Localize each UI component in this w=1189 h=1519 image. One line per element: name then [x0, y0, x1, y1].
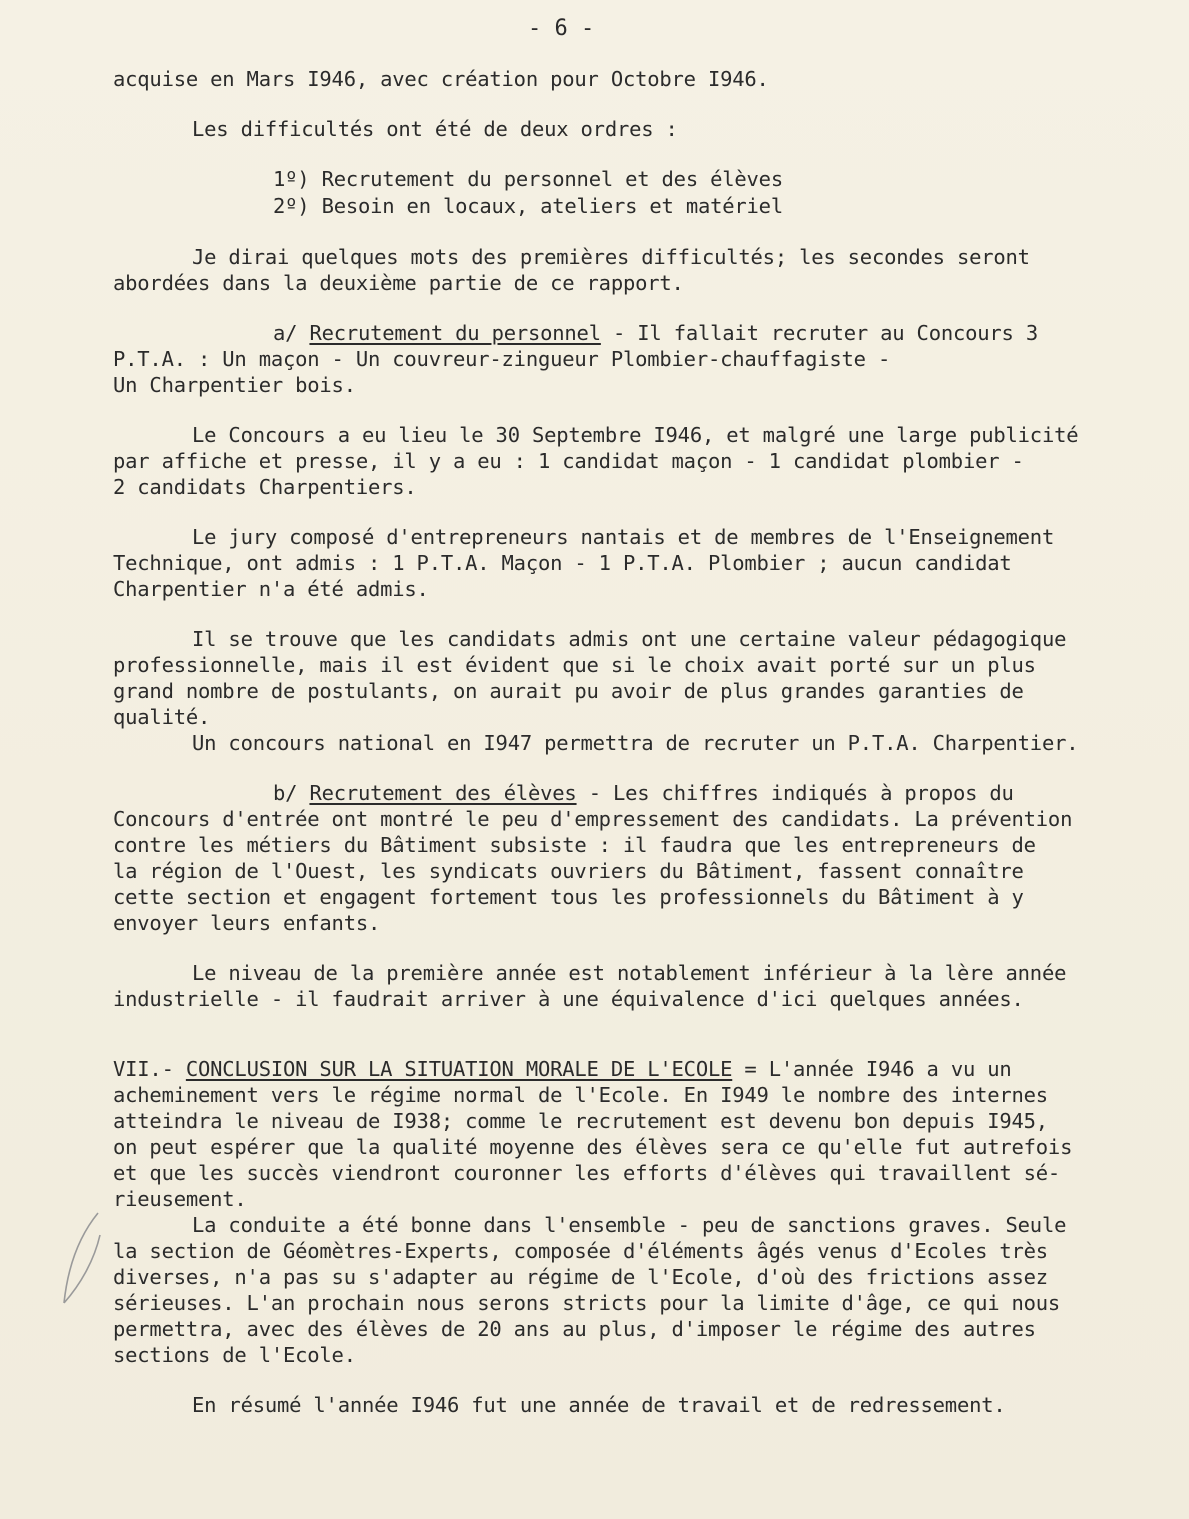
text-line: qualité.	[113, 705, 211, 729]
text-line: abordées dans la deuxième partie de ce rapport.	[113, 271, 684, 295]
heading-prefix: VII.-	[113, 1057, 186, 1081]
text-line: sections de l'Ecole.	[113, 1343, 356, 1367]
text-line: Concours d'entrée ont montré le peu d'empressement des candidats. La prévention	[113, 807, 1073, 831]
list-item: 1º) Recrutement du personnel et des élèves	[273, 167, 783, 191]
text-line: En résumé l'année I946 fut une année de travail et de redressement.	[192, 1393, 1006, 1417]
text-line: rieusement.	[113, 1187, 247, 1211]
text-line: grand nombre de postulants, on aurait pu avoir de plus grandes garanties de	[113, 679, 1024, 703]
text-line: industrielle - il faudrait arriver à une équivalence d'ici quelques années.	[113, 987, 1024, 1011]
text-line: contre les métiers du Bâtiment subsiste : il faudra que les entrepreneurs de	[113, 833, 1036, 857]
text-line: permettra, avec des élèves de 20 ans au plus, d'imposer le régime des autres	[113, 1317, 1036, 1341]
text-line: Les difficultés ont été de deux ordres :	[192, 117, 678, 141]
text-line: Le jury composé d'entrepreneurs nantais et de membres de l'Enseignement	[192, 525, 1055, 549]
section-heading-b	[273, 780, 1014, 806]
list-item: 2º) Besoin en locaux, ateliers et matériel	[273, 194, 783, 218]
text-line: atteindra le niveau de I938; comme le recrutement est devenu bon depuis I945,	[113, 1109, 1048, 1133]
text-line: acheminement vers le régime normal de l'Ecole. En I949 le nombre des internes	[113, 1083, 1048, 1107]
heading-rest: - Les chiffres indiqués à propos du	[576, 781, 1014, 805]
text-line: professionnelle, mais il est évident que si le choix avait porté sur un plus	[113, 653, 1036, 677]
heading-underlined: Recrutement des élèves	[309, 781, 577, 805]
heading-prefix: b/	[273, 781, 310, 805]
heading-underlined: Recrutement du personnel	[309, 321, 601, 345]
text-line: 2 candidats Charpentiers.	[113, 475, 417, 499]
section-heading-vii	[113, 1056, 1012, 1082]
page-number: - 6 -	[528, 16, 595, 41]
text-line: diverses, n'a pas su s'adapter au régime de l'Ecole, d'où des frictions assez	[113, 1265, 1048, 1289]
text-line: sérieuses. L'an prochain nous serons stricts pour la limite d'âge, ce qui nous	[113, 1291, 1061, 1315]
text-line: par affiche et presse, il y a eu : 1 candidat maçon - 1 candidat plombier -	[113, 449, 1024, 473]
text-line: P.T.A. : Un maçon - Un couvreur-zingueur Plombier-chauffagiste -	[113, 347, 891, 371]
text-line: acquise en Mars I946, avec création pour Octobre I946.	[113, 67, 769, 91]
heading-underlined: CONCLUSION SUR LA SITUATION MORALE DE L'ECOLE	[185, 1057, 733, 1081]
text-line: la section de Géomètres-Experts, composée d'éléments âgés venus d'Ecoles très	[113, 1239, 1048, 1263]
text-line: la région de l'Ouest, les syndicats ouvriers du Bâtiment, fassent connaître	[113, 859, 1024, 883]
text-line: envoyer leurs enfants.	[113, 911, 381, 935]
text-line: Un Charpentier bois.	[113, 373, 356, 397]
text-line: Le Concours a eu lieu le 30 Septembre I946, et malgré une large publicité	[192, 423, 1079, 447]
text-line: Charpentier n'a été admis.	[113, 577, 429, 601]
text-line: et que les succès viendront couronner les efforts d'élèves qui travaillent sé-	[113, 1161, 1061, 1185]
text-line: Je dirai quelques mots des premières difficultés; les secondes seront	[192, 245, 1030, 269]
heading-prefix: a/	[273, 321, 310, 345]
pencil-mark-icon	[50, 1205, 110, 1315]
text-line: Un concours national en I947 permettra de recruter un P.T.A. Charpentier.	[192, 731, 1079, 755]
text-line: cette section et engagent fortement tous les professionnels du Bâtiment à y	[113, 885, 1024, 909]
section-heading-a	[273, 320, 1038, 346]
text-line: La conduite a été bonne dans l'ensemble - peu de sanctions graves. Seule	[192, 1213, 1067, 1237]
heading-rest: = L'année I946 a vu un	[732, 1057, 1012, 1081]
text-line: Il se trouve que les candidats admis ont une certaine valeur pédagogique	[192, 627, 1067, 651]
text-line: on peut espérer que la qualité moyenne des élèves sera ce qu'elle fut autrefois	[113, 1135, 1073, 1159]
text-line: Technique, ont admis : 1 P.T.A. Maçon - 1 P.T.A. Plombier ; aucun candidat	[113, 551, 1012, 575]
text-line: Le niveau de la première année est notablement inférieur à la lère année	[192, 961, 1067, 985]
heading-rest: - Il fallait recruter au Concours 3	[600, 321, 1038, 345]
